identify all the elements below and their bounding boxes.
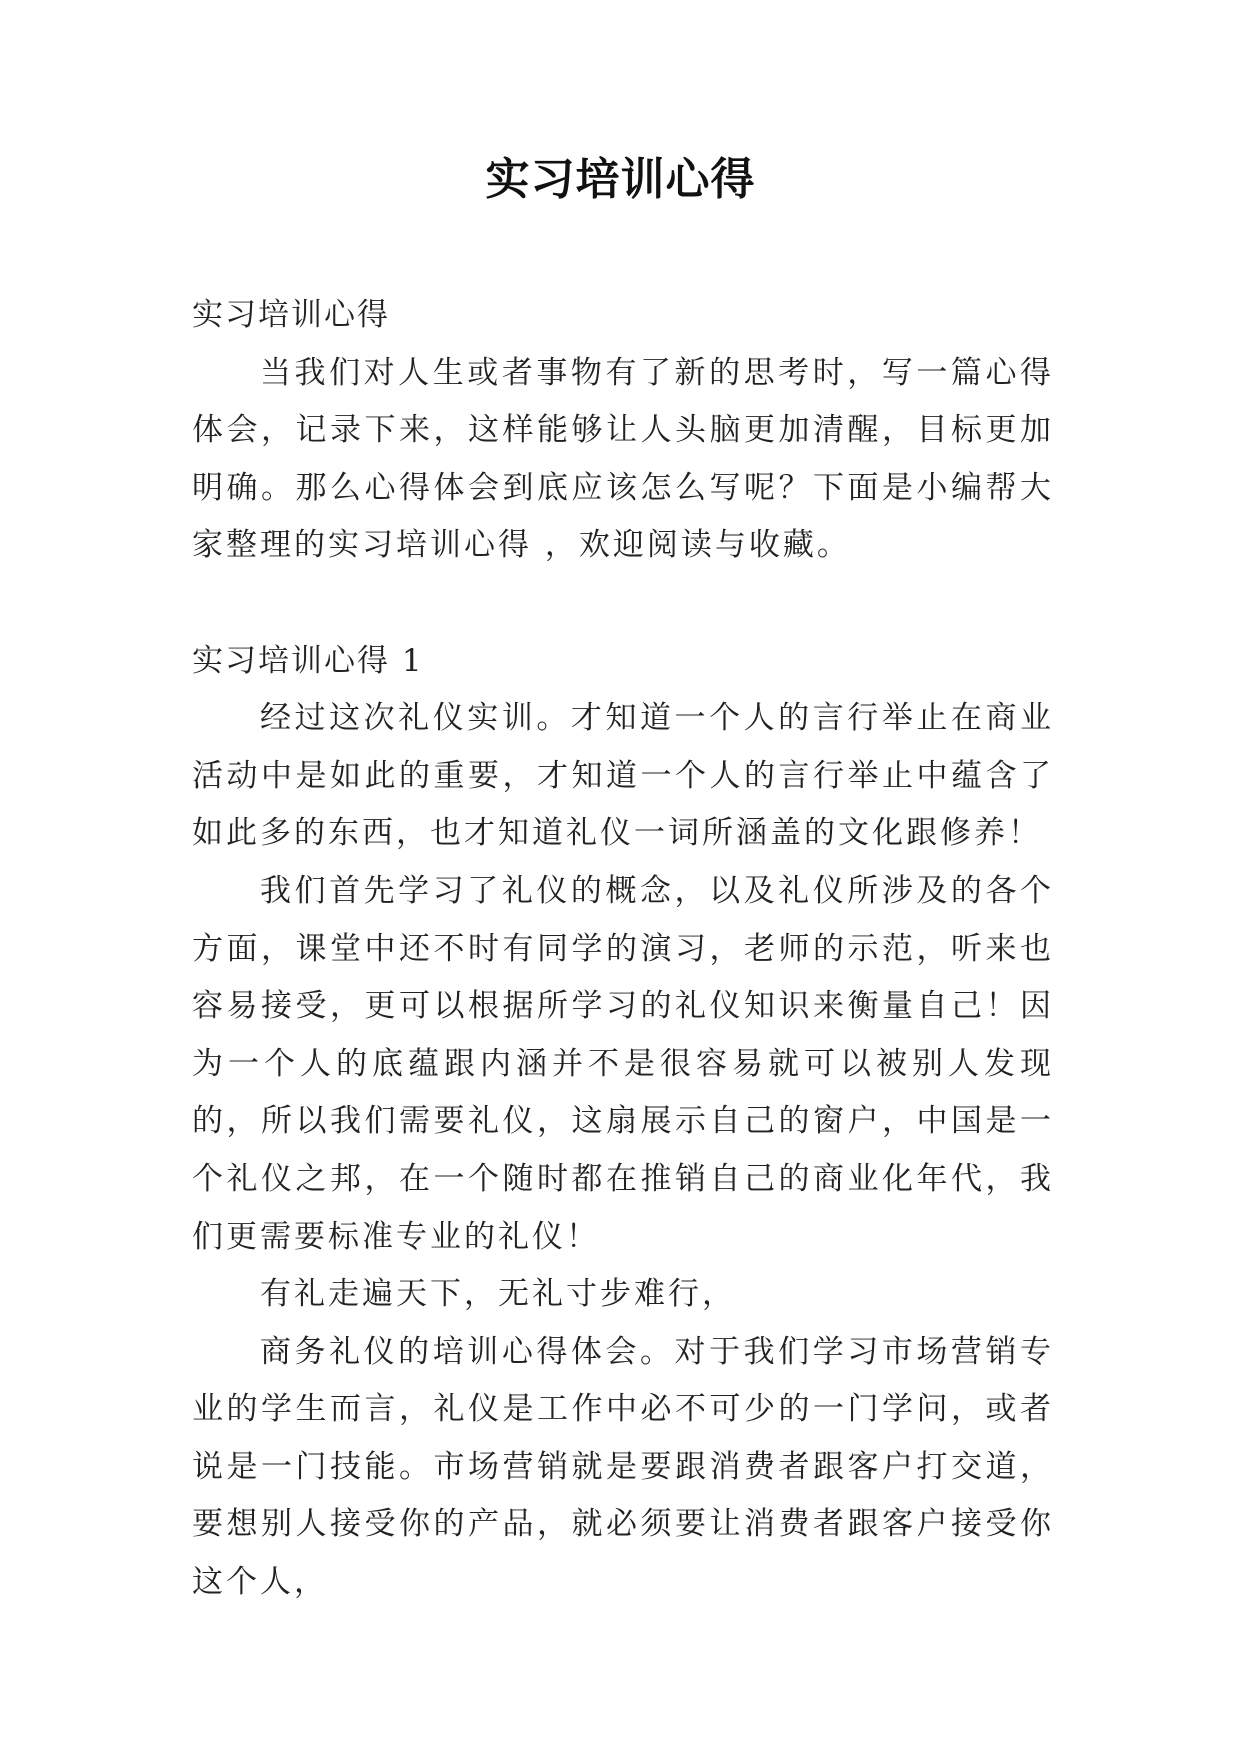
intro-heading: 实习培训心得	[192, 297, 390, 333]
body-paragraph: 我们首先学习了礼仪的概念，以及礼仪所涉及的各个方面，课堂中还不时有同学的演习，老师的示范，听来也容易接受，更可以根据所学习的礼仪知识来衡量自己！因为一个人的底蕴跟内涵并不是很容易就可以被别人发现的，所以我们需要礼仪，这扇展示自己的窗户，中国是一个礼仪之邦，在一个随时都在推销自己的商业化年代，我们更需要标准专业的礼仪！	[192, 872, 1054, 1255]
section-spacer	[192, 575, 1054, 633]
intro-paragraph: 当我们对人生或者事物有了新的思考时，写一篇心得体会，记录下来，这样能够让人头脑更加清醒，目标更加明确。那么心得体会到底应该怎么写呢？下面是小编帮大家整理的实习培训心得 ，欢迎阅读与收藏。	[192, 354, 1054, 564]
section-heading: 实习培训心得 1	[192, 642, 424, 679]
body-paragraph: 经过这次礼仪实训。才知道一个人的言行举止在商业活动中是如此的重要，才知道一个人的言行举止中蕴含了如此多的东西，也才知道礼仪一词所涵盖的文化跟修养！	[192, 700, 1054, 852]
document-body	[192, 287, 1054, 1612]
body-paragraph: 有礼走遍天下，无礼寸步难行，	[260, 1276, 736, 1313]
body-paragraph: 商务礼仪的培训心得体会。对于我们学习市场营销专业的学生而言，礼仪是工作中必不可少的一门学问，或者说是一门技能。市场营销就是要跟消费者跟客户打交道，要想别人接受你的产品，就必须要让消费者跟客户接受你这个人，	[192, 1333, 1054, 1601]
document-title: 实习培训心得	[485, 154, 756, 205]
